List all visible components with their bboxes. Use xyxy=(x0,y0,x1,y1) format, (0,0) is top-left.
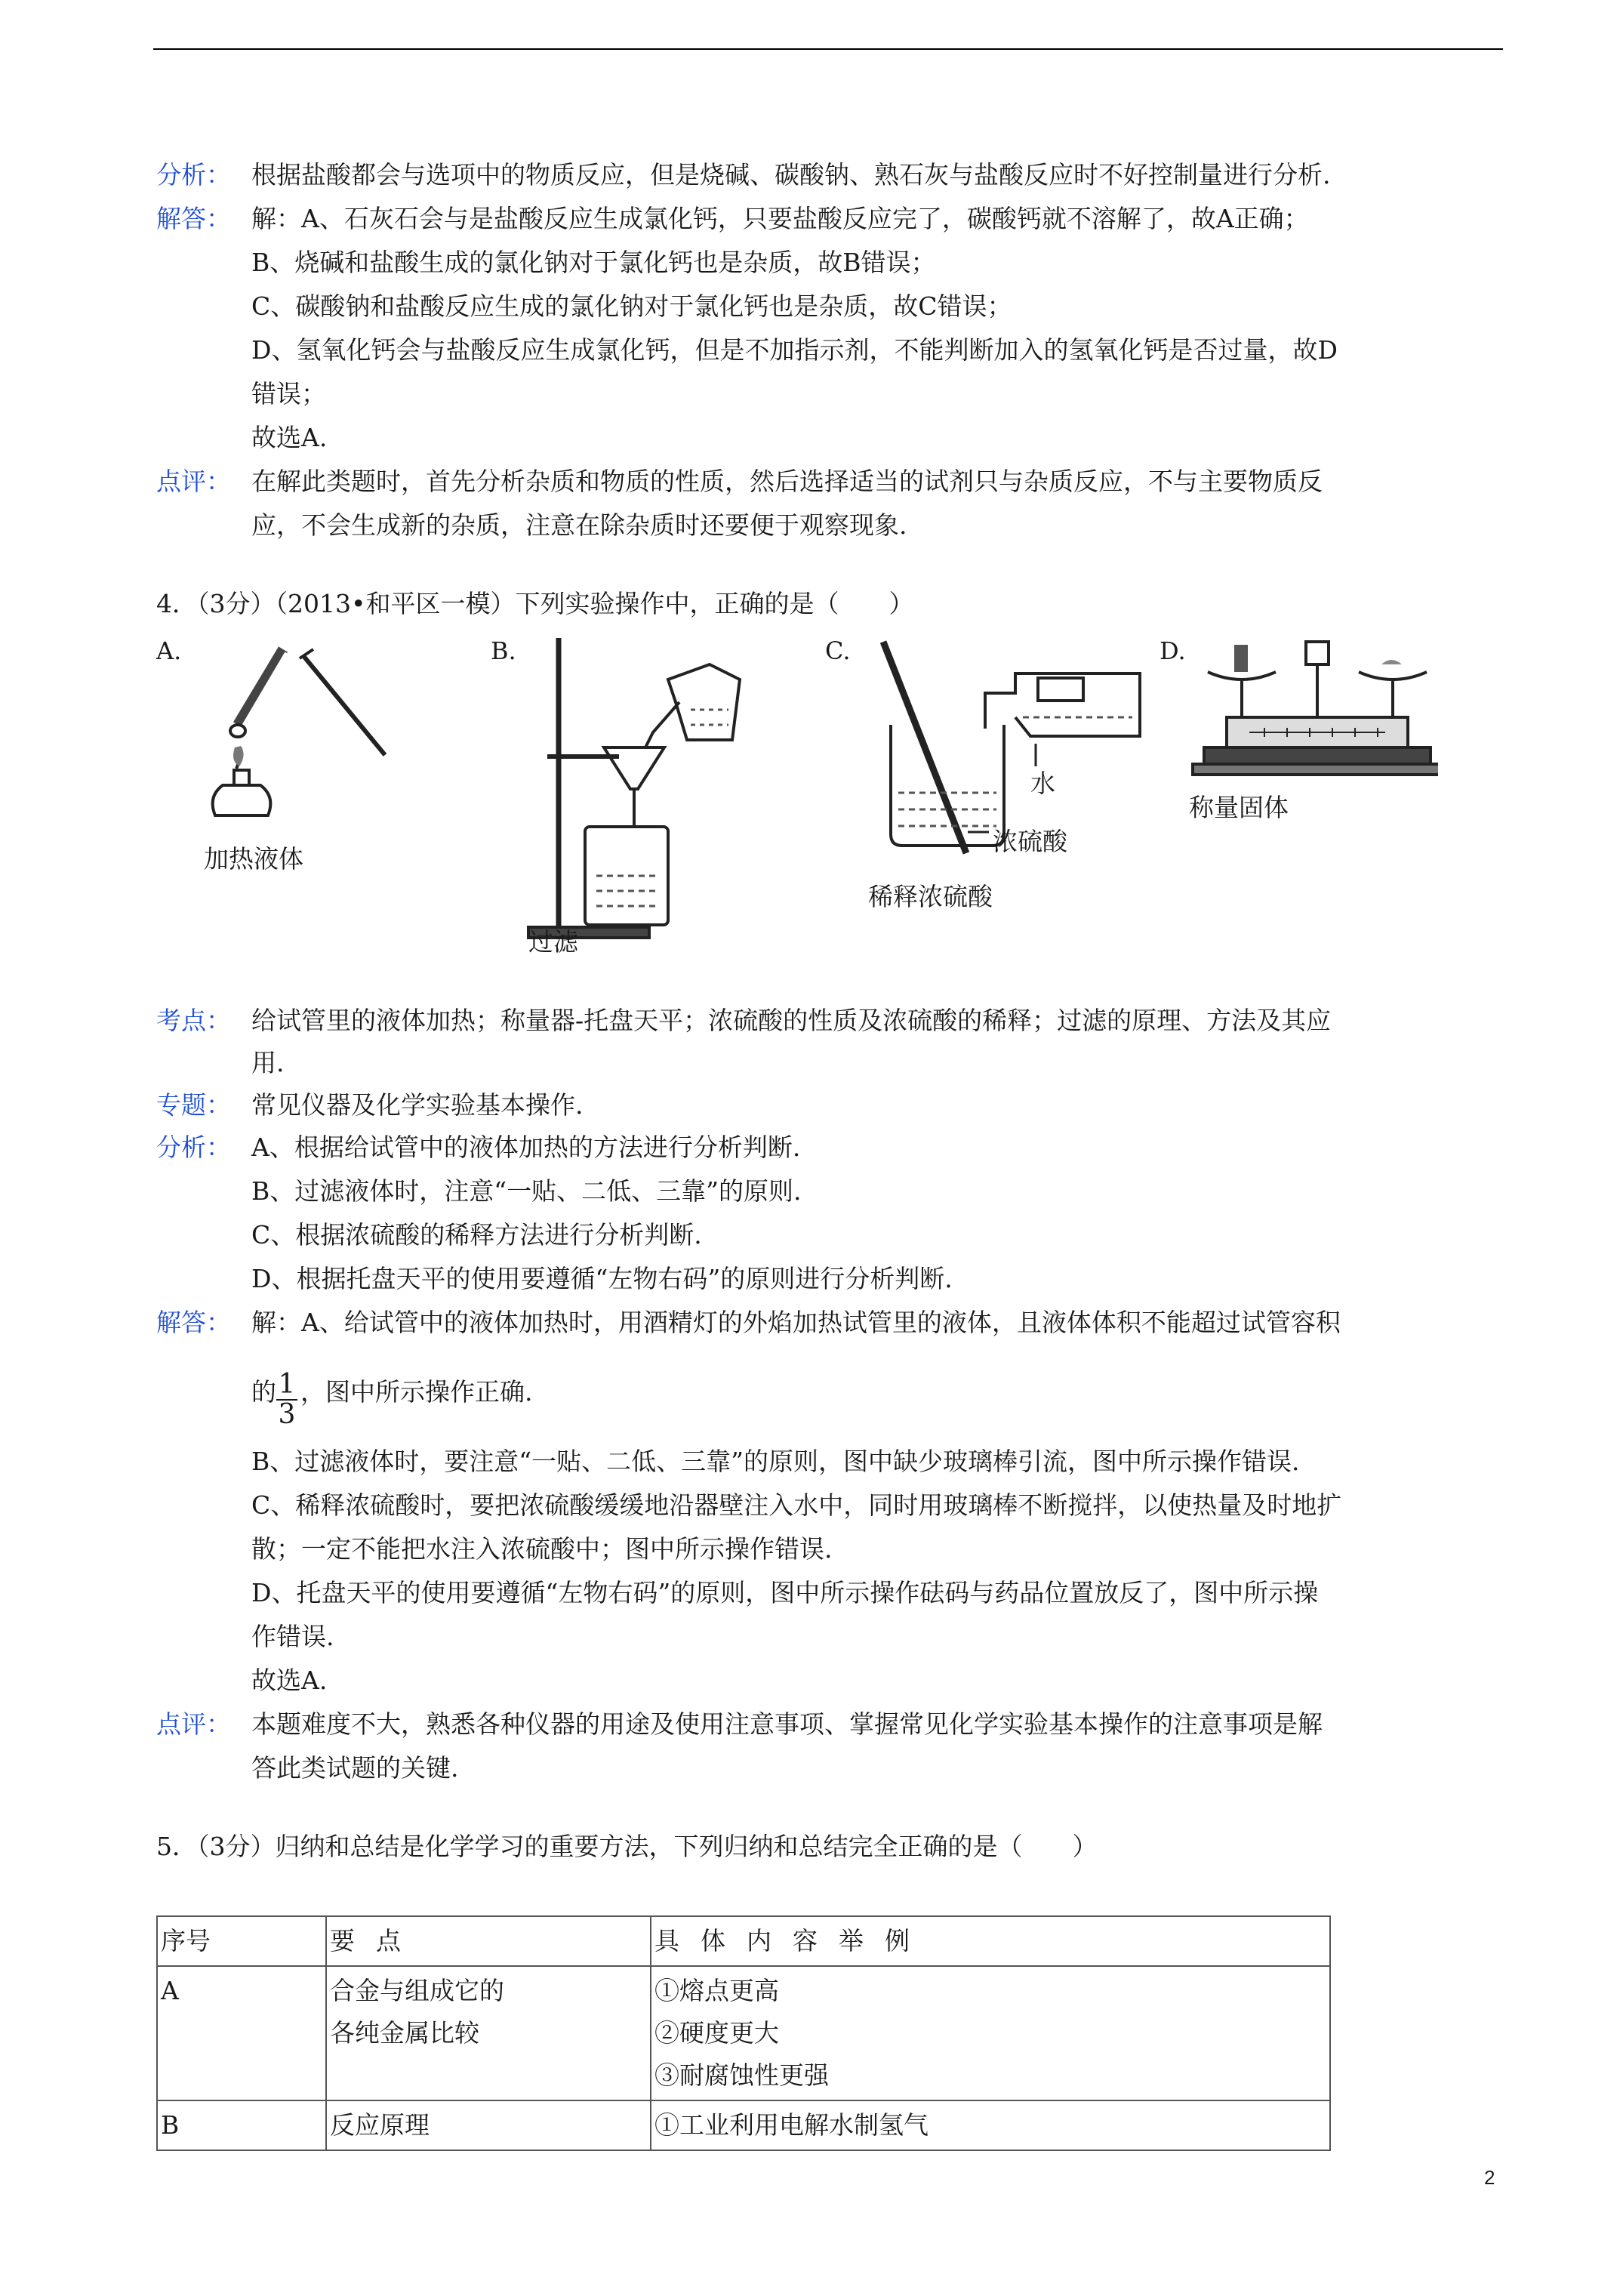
summary-table xyxy=(156,1915,1331,2151)
option-a-caption: 加热液体 xyxy=(204,844,303,874)
table-cell-content xyxy=(651,2100,1330,2150)
jieda-label: 解答： xyxy=(156,204,231,233)
table-cell-content xyxy=(651,1966,1330,2100)
fenxi-line: B、过滤液体时，注意“一贴、二低、三靠”的原则. xyxy=(251,1176,802,1206)
fenxi-line: A、根据给试管中的液体加热的方法进行分析判断. xyxy=(251,1133,801,1162)
jieda-line: 故选A. xyxy=(251,1666,328,1695)
page-number: 2 xyxy=(1484,2166,1495,2189)
table-cell-point xyxy=(326,1966,651,2100)
dianping-line: 答此类试题的关键. xyxy=(251,1753,459,1783)
question-4-stem: 4．（3分）（2013•和平区一模）下列实验操作中，正确的是（ ） xyxy=(156,589,914,618)
jieda-line: B、烧碱和盐酸生成的氯化钠对于氯化钙也是杂质，故B错误； xyxy=(251,248,936,277)
table-cell-id: A xyxy=(157,1966,326,2100)
point-line: 合金与组成它的 xyxy=(330,1976,504,2005)
point-line: 各纯金属比较 xyxy=(330,2018,479,2048)
table-header-cell: 序号 xyxy=(157,1916,326,1966)
dianping-line: 在解此类题时，首先分析杂质和物质的性质，然后选择适当的试剂只与杂质反应，不与主要物质反 xyxy=(251,467,1323,496)
jieda-line: 解：A、石灰石会与是盐酸反应生成氯化钙，只要盐酸反应完了，碳酸钙就不溶解了，故A正确； xyxy=(251,204,1309,233)
jieda-line: 故选A. xyxy=(251,423,328,452)
fenxi-line: D、根据托盘天平的使用要遵循“左物右码”的原则进行分析判断. xyxy=(251,1264,953,1293)
option-b-caption: 过滤 xyxy=(528,927,578,957)
dianping-label: 点评： xyxy=(156,467,231,496)
content-line: ②硬度更大 xyxy=(654,2018,779,2048)
content-line: ①工业利用电解水制氢气 xyxy=(654,2110,929,2140)
jieda-line: 散；一定不能把水注入浓硫酸中；图中所示操作错误. xyxy=(251,1534,833,1564)
table-header-row xyxy=(157,1916,1330,1966)
kaodian-label: 考点： xyxy=(156,1006,231,1035)
option-d-caption: 称量固体 xyxy=(1189,793,1289,822)
header-rule xyxy=(153,48,1503,50)
balance-illustration xyxy=(1189,634,1438,785)
fenxi-label: 分析： xyxy=(156,1133,231,1162)
option-d-label: D. xyxy=(1160,636,1186,665)
option-c-label: C. xyxy=(825,636,851,665)
table-cell-point xyxy=(326,2100,651,2150)
option-a-label: A. xyxy=(156,636,182,665)
fraction-denominator: 3 xyxy=(278,1399,296,1430)
table-row xyxy=(157,2100,1330,2150)
fraction-numerator: 1 xyxy=(276,1370,297,1401)
zhuanti-label: 专题： xyxy=(156,1090,231,1120)
jieda-label: 解答： xyxy=(156,1308,231,1337)
option-c-caption: 稀释浓硫酸 xyxy=(868,882,993,911)
jieda-line: 错误； xyxy=(251,379,326,408)
jieda-line: C、稀释浓硫酸时，要把浓硫酸缓缓地沿器壁注入水中，同时用玻璃棒不断搅拌，以使热量及时地扩 xyxy=(251,1490,1342,1520)
dianping-line: 应，不会生成新的杂质，注意在除杂质时还要便于观察现象. xyxy=(251,510,907,540)
fenxi-label: 分析： xyxy=(156,160,231,190)
fenxi-line: C、根据浓硫酸的稀释方法进行分析判断. xyxy=(251,1220,702,1250)
jieda-line: D、氢氧化钙会与盐酸反应生成氯化钙，但是不加指示剂，不能判断加入的氢氧化钙是否过量，故D xyxy=(251,335,1338,365)
filtration-illustration xyxy=(513,634,747,944)
table-row xyxy=(157,1966,1330,2100)
fraction-one-third xyxy=(276,1370,297,1429)
table-header-cell: 要点 xyxy=(326,1916,651,1966)
water-tag: 水 xyxy=(1030,769,1055,798)
jieda-line: D、托盘天平的使用要遵循“左物右码”的原则，图中所示操作砝码与药品位置放反了，图中所示操 xyxy=(251,1578,1319,1607)
jieda-line: C、碳酸钠和盐酸反应生成的氯化钠对于氯化钙也是杂质，故C错误； xyxy=(251,291,1012,321)
jieda-frac-suffix: ，图中所示操作正确. xyxy=(300,1377,533,1407)
acid-tag: 浓硫酸 xyxy=(993,827,1067,856)
heating-liquid-illustration xyxy=(192,634,389,838)
dianping-label: 点评： xyxy=(156,1709,231,1739)
question-5-stem: 5．（3分）归纳和总结是化学学习的重要方法，下列归纳和总结完全正确的是（ ） xyxy=(156,1832,1098,1861)
fenxi-text: 根据盐酸都会与选项中的物质反应，但是烧碱、碳酸钠、熟石灰与盐酸反应时不好控制量进行分析. xyxy=(251,160,1331,190)
content-line: ③耐腐蚀性更强 xyxy=(654,2060,829,2090)
table-cell-id: B xyxy=(157,2100,326,2150)
jieda-line: 解：A、给试管中的液体加热时，用酒精灯的外焰加热试管里的液体，且液体体积不能超过试管容积 xyxy=(251,1308,1341,1337)
table-header-cell: 具体内容举例 xyxy=(651,1916,1330,1966)
dianping-line: 本题难度不大，熟悉各种仪器的用途及使用注意事项、掌握常见化学实验基本操作的注意事项是解 xyxy=(251,1709,1323,1739)
kaodian-line: 用. xyxy=(251,1048,285,1077)
kaodian-line: 给试管里的液体加热；称量器-托盘天平；浓硫酸的性质及浓硫酸的稀释；过滤的原理、方法及其应 xyxy=(251,1006,1332,1035)
jieda-line: B、过滤液体时，要注意“一贴、二低、三靠”的原则，图中缺少玻璃棒引流，图中所示操作错误. xyxy=(251,1447,1300,1476)
point-line: 反应原理 xyxy=(330,2110,430,2140)
content-line: ①熔点更高 xyxy=(654,1976,779,2005)
option-b-label: B. xyxy=(491,636,516,665)
jieda-frac-prefix: 的 xyxy=(251,1377,276,1407)
zhuanti-text: 常见仪器及化学实验基本操作. xyxy=(251,1090,584,1120)
jieda-line: 作错误. xyxy=(251,1622,334,1651)
